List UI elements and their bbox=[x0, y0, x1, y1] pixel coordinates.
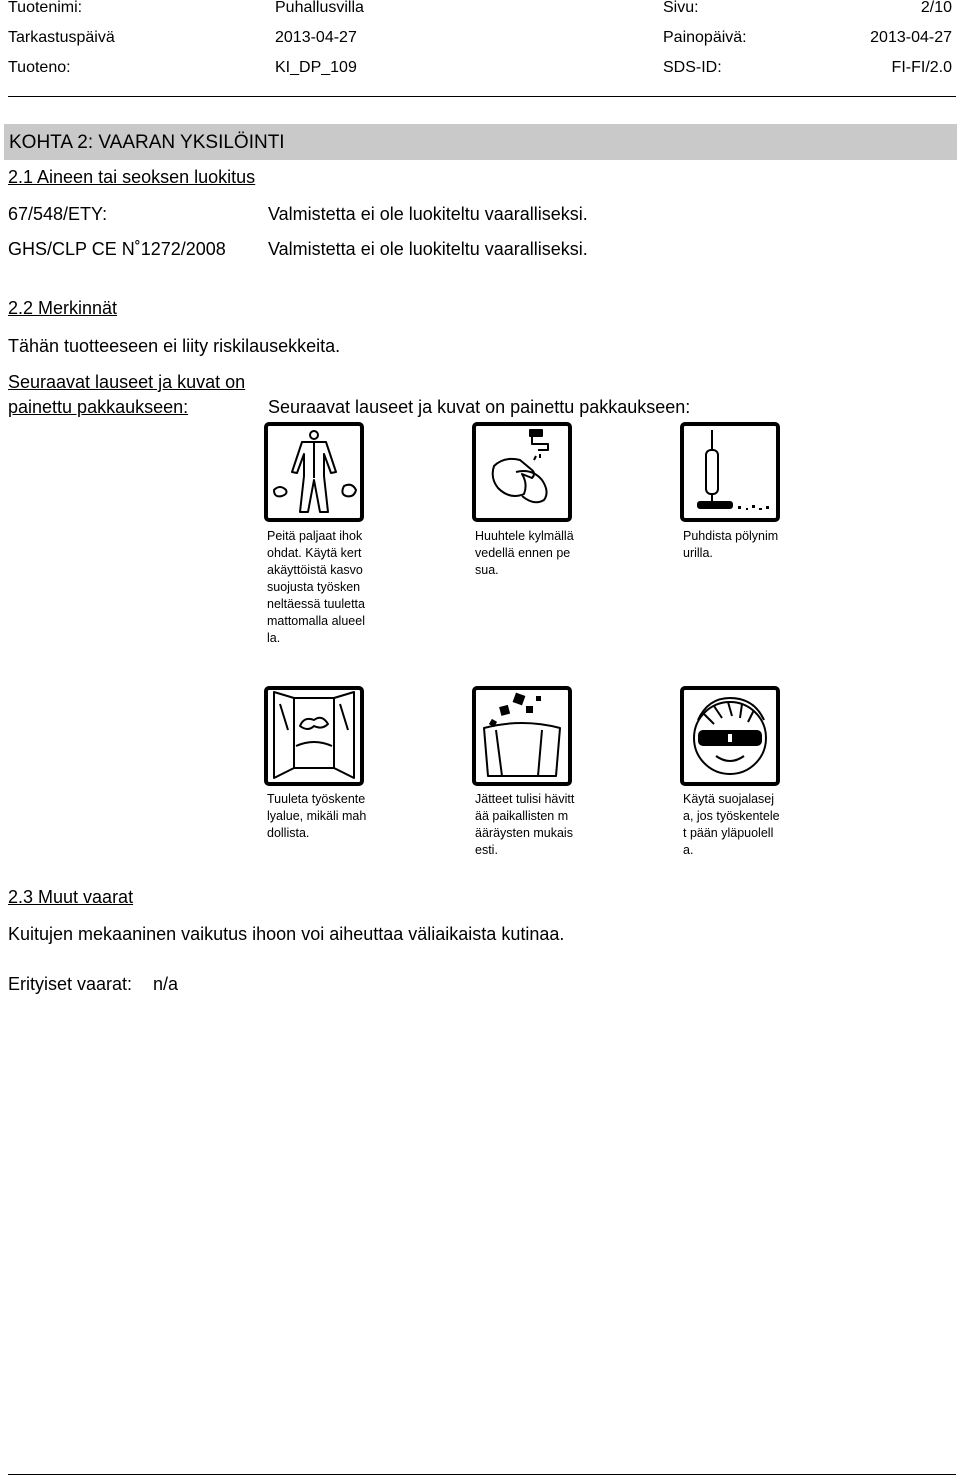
open-window-icon bbox=[264, 686, 364, 786]
waste-bag-icon bbox=[472, 686, 572, 786]
section-title-bar bbox=[4, 124, 957, 160]
page-number: 2/10 bbox=[920, 0, 952, 16]
product-number-label: Tuoteno: bbox=[8, 59, 71, 76]
pictogram-caption-6: Käytä suojalaseja, jos työskentelet pään yläpuolella. bbox=[683, 792, 780, 857]
wash-hands-icon bbox=[472, 422, 572, 522]
product-name: Puhallusvilla bbox=[275, 0, 364, 16]
footer-divider bbox=[8, 1474, 956, 1475]
product-number: KI_DP_109 bbox=[275, 59, 357, 76]
safety-goggles-icon bbox=[680, 686, 780, 786]
section-title: KOHTA 2: VAARAN YKSILÖINTI bbox=[9, 132, 285, 153]
no-risk-phrases-text: Tähän tuotteeseen ei liity riskilausekkeita. bbox=[8, 336, 341, 356]
subsection-2-2-heading: 2.2 Merkinnät bbox=[8, 298, 118, 318]
classification-value-dsd: Valmistetta ei ole luokiteltu vaaralliseksi. bbox=[268, 204, 588, 224]
header-divider bbox=[8, 96, 956, 97]
classification-label-dsd: 67/548/ETY: bbox=[8, 204, 108, 224]
printed-label-line-1: Seuraavat lauseet ja kuvat on bbox=[8, 372, 246, 392]
vacuum-cleaner-icon bbox=[680, 422, 780, 522]
print-date-label: Painopäivä: bbox=[663, 29, 747, 46]
revision-date: 2013-04-27 bbox=[275, 29, 357, 46]
special-hazards-label: Erityiset vaarat: bbox=[8, 974, 133, 994]
print-date: 2013-04-27 bbox=[870, 29, 952, 46]
page-label: Sivu: bbox=[663, 0, 699, 16]
pictogram-caption-1: Peitä paljaat ihokohdat. Käytä kertakäyttöistä kasvosuojusta työskenneltäessä tuulettamattomalla alueella. bbox=[267, 529, 365, 645]
subsection-2-1-heading: 2.1 Aineen tai seoksen luokitus bbox=[8, 167, 256, 187]
pictogram-caption-4: Tuuleta työskentelyalue, mikäli mahdollista. bbox=[267, 792, 367, 840]
pictogram-caption-5: Jätteet tulisi hävittää paikallisten määräysten mukaisesti. bbox=[475, 792, 575, 857]
subsection-2-3-heading: 2.3 Muut vaarat bbox=[8, 887, 134, 907]
sds-id-label: SDS-ID: bbox=[663, 59, 722, 76]
classification-value-clp: Valmistetta ei ole luokiteltu vaaralliseksi. bbox=[268, 239, 588, 259]
other-hazards-text: Kuitujen mekaaninen vaikutus ihoon voi aiheuttaa väliaikaista kutinaa. bbox=[8, 924, 565, 944]
classification-label-clp: GHS/CLP CE N˚1272/2008 bbox=[8, 239, 226, 259]
pictogram-caption-3: Puhdista pölynimurilla. bbox=[683, 529, 779, 560]
printed-value: Seuraavat lauseet ja kuvat on painettu pakkaukseen: bbox=[268, 397, 691, 417]
special-hazards-value: n/a bbox=[153, 974, 179, 994]
revision-date-label: Tarkastuspäivä bbox=[8, 29, 115, 46]
product-name-label: Tuotenimi: bbox=[8, 0, 83, 16]
pictogram-caption-2: Huuhtele kylmällä vedellä ennen pesua. bbox=[475, 529, 574, 577]
sds-id: FI-FI/2.0 bbox=[891, 59, 952, 76]
protective-suit-icon bbox=[264, 422, 364, 522]
printed-label-line-2: painettu pakkaukseen: bbox=[8, 397, 189, 417]
